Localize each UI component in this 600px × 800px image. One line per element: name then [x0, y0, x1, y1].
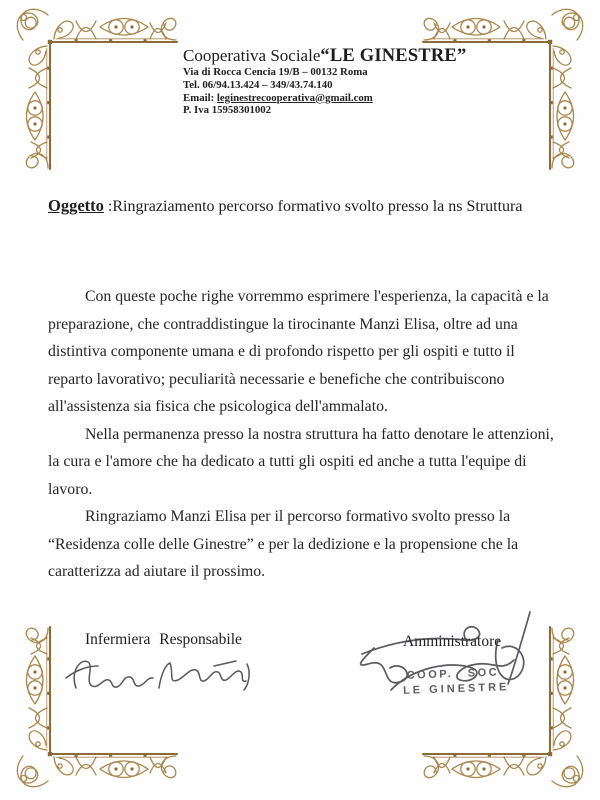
body-line: reparto lavorativo; peculiarità necessarie e benefiche che contribuiscono	[48, 370, 505, 388]
body-line: lavoro.	[48, 480, 93, 498]
email-label: Email:	[183, 91, 217, 104]
body-line: Con queste poche righe vorremmo esprimere l'esperienza, la capacità e la	[85, 288, 549, 305]
company-stamp	[396, 666, 517, 698]
body-line: la cura e l'amore che ha dedicato a tutti gli ospiti ed anche a tutta l'equipe di	[48, 453, 527, 470]
body-line: all'assistenza sia fisica che psicologica dell'ammalato.	[48, 398, 388, 415]
body-line: Ringraziamo Manzi Elisa per il percorso formativo svolto presso la	[85, 508, 511, 525]
org-email-line	[183, 92, 466, 105]
org-prefix: Cooperativa Sociale	[183, 46, 321, 65]
stamp-line-2: LE GINESTRE	[402, 681, 510, 697]
left-signer-role: Infermiera Responsabile	[85, 631, 242, 648]
subject-text: :Ringraziamento percorso formativo svolto presso la ns Struttura	[103, 198, 523, 215]
org-title	[183, 46, 466, 66]
body-line: “Residenza colle delle Ginestre” e per la dedizione e la propensione che la	[48, 535, 519, 553]
filigree-corner-top-left-icon	[10, 4, 180, 176]
org-address: Via di Rocca Cencia 19/B – 00132 Roma	[183, 66, 368, 78]
org-name: “LE GINESTRE”	[320, 46, 467, 66]
org-phone: Tel. 06/94.13.424 – 349/43.74.140	[183, 78, 333, 91]
subject-label: Oggetto	[48, 196, 104, 215]
body-text	[48, 283, 568, 586]
right-signer-role: Amministratore	[403, 633, 502, 650]
body-line: Nella permanenza presso la nostra struttura ha fatto denotare le attenzioni,	[85, 425, 554, 443]
org-vat: P. Iva 15958301002	[183, 104, 272, 117]
letterhead	[183, 46, 466, 117]
handwritten-signature-left	[62, 652, 257, 704]
stamp-line-1: COOP. SOC.	[406, 666, 505, 682]
email-address: leginestrecooperativa@gmail.com	[216, 91, 373, 104]
subject-line	[48, 196, 522, 216]
handwritten-signature-right	[352, 602, 552, 720]
body-line: preparazione, che contraddistingue la tirocinante Manzi Elisa, oltre ad una	[48, 315, 518, 333]
body-line: caratterizza ad aiutare il prossimo.	[48, 563, 266, 580]
body-line: distintiva componente umana e di profondo rispetto per gli ospiti e tutto il	[48, 343, 515, 360]
